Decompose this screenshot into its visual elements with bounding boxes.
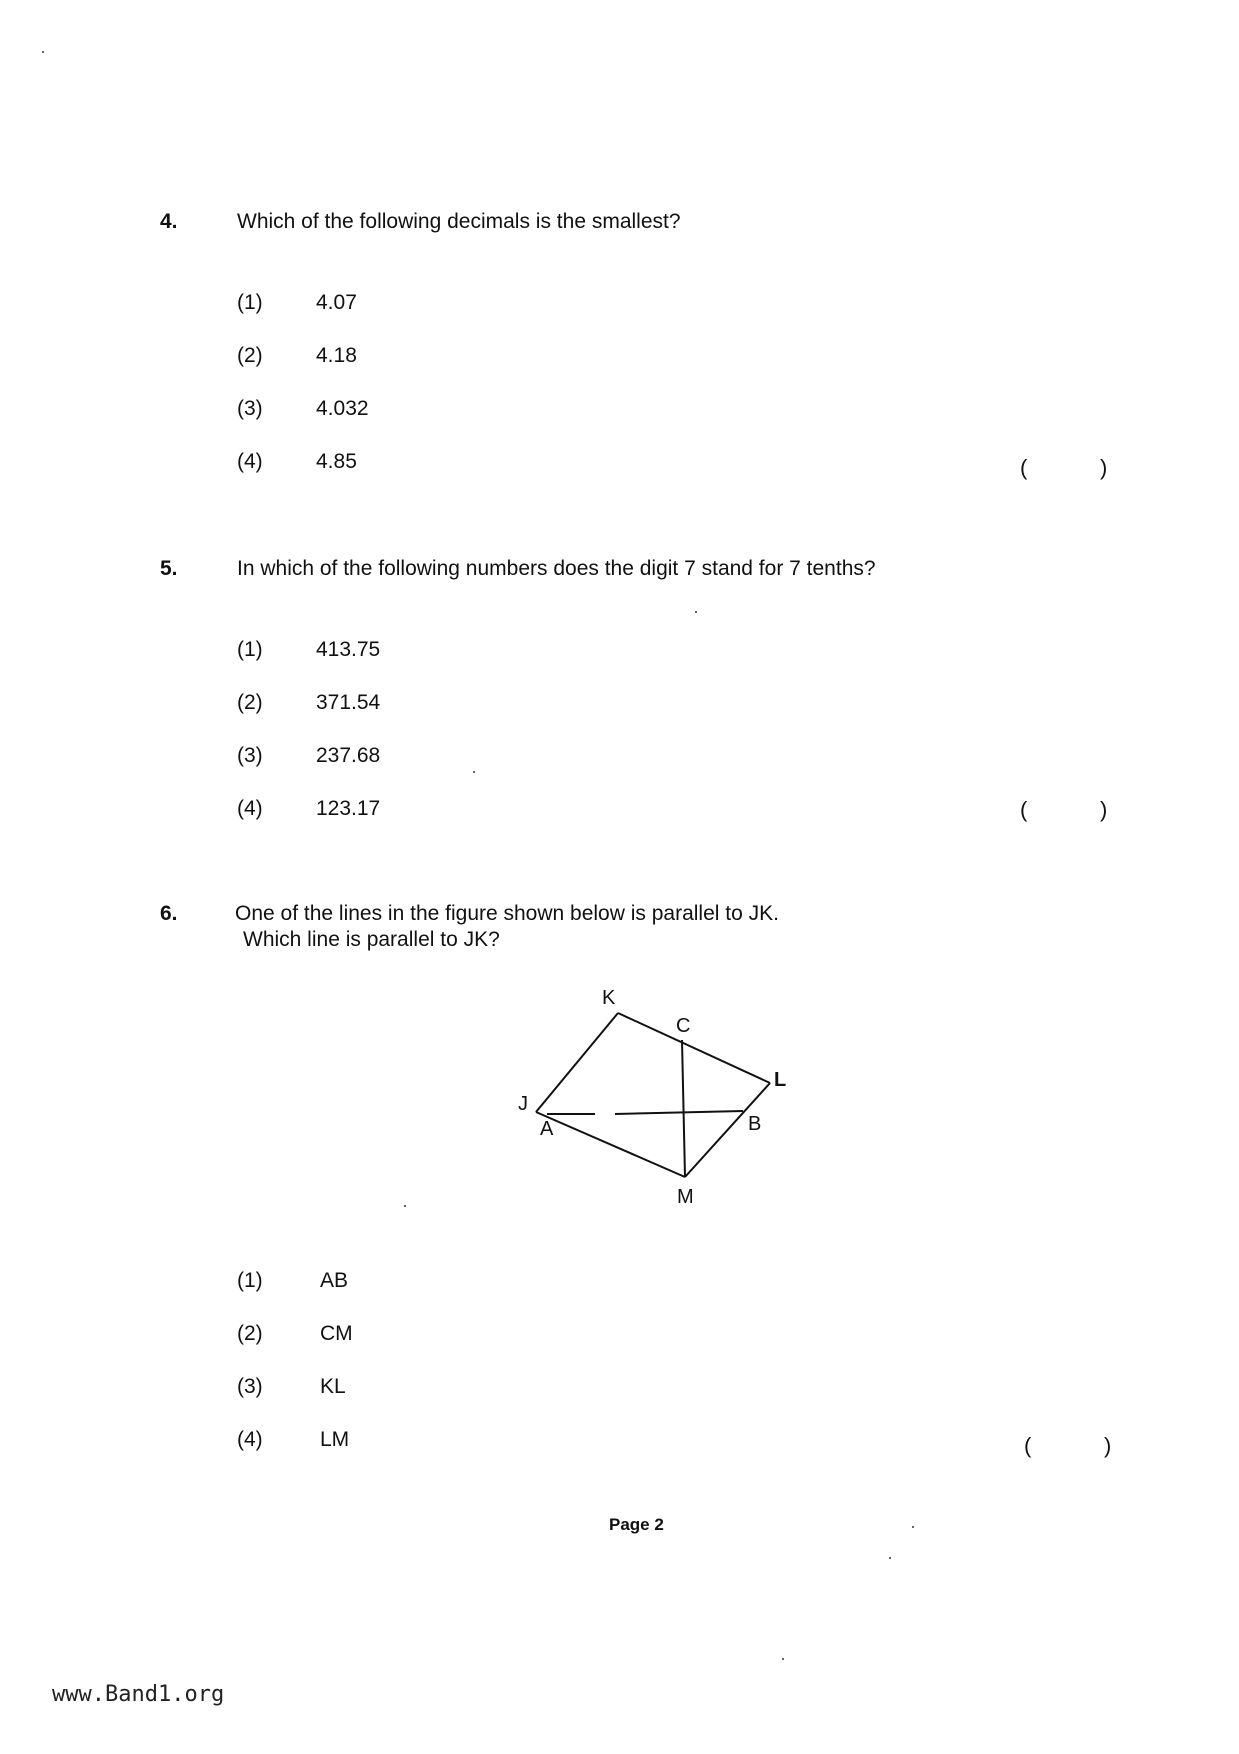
question-6-option-3-number: (3) xyxy=(237,1375,263,1398)
scan-speck xyxy=(473,771,475,773)
question-5-option-1-number: (1) xyxy=(237,638,263,661)
question-5-answer-open[interactable]: ( xyxy=(1020,797,1028,822)
question-4-number: 4. xyxy=(160,210,178,233)
line-jm xyxy=(536,1112,685,1177)
label-b: B xyxy=(748,1113,762,1135)
question-5-answer-close[interactable]: ) xyxy=(1100,797,1108,822)
question-4-answer-close[interactable]: ) xyxy=(1100,455,1108,480)
question-5-option-1-value: 413.75 xyxy=(316,638,381,661)
question-6-option-4-value: LM xyxy=(320,1428,350,1451)
label-c: C xyxy=(676,1015,691,1037)
question-6-option-1-number: (1) xyxy=(237,1269,263,1292)
question-6-number: 6. xyxy=(160,902,178,925)
question-5-option-4-number: (4) xyxy=(237,797,263,820)
scan-speck xyxy=(695,611,697,613)
scan-speck xyxy=(42,51,44,53)
question-4-option-2-number: (2) xyxy=(237,344,263,367)
question-4-option-3-number: (3) xyxy=(237,397,263,420)
label-a: A xyxy=(540,1118,554,1140)
line-cm xyxy=(682,1040,685,1177)
label-j: J xyxy=(518,1093,528,1115)
question-6-answer-close[interactable]: ) xyxy=(1104,1433,1112,1458)
question-4-text: Which of the following decimals is the smallest? xyxy=(237,210,681,233)
question-4-option-4-value: 4.85 xyxy=(316,450,357,473)
scan-speck xyxy=(912,1526,914,1528)
page-number: Page 2 xyxy=(609,1515,664,1534)
question-5-option-2-number: (2) xyxy=(237,691,263,714)
question-6-answer-open[interactable]: ( xyxy=(1024,1433,1032,1458)
scan-speck xyxy=(782,1658,784,1660)
question-4-option-4-number: (4) xyxy=(237,450,263,473)
footer-url: www.Band1.org xyxy=(52,1682,225,1707)
question-6-text-line-2: Which line is parallel to JK? xyxy=(243,928,500,951)
line-jk xyxy=(536,1013,618,1112)
parallelogram-figure xyxy=(500,970,820,1220)
question-5-option-4-value: 123.17 xyxy=(316,797,381,820)
question-4-option-1-value: 4.07 xyxy=(316,291,357,314)
question-6-option-4-number: (4) xyxy=(237,1428,263,1451)
question-4-option-3-value: 4.032 xyxy=(316,397,369,420)
question-5-option-3-value: 237.68 xyxy=(316,744,381,767)
question-6-option-2-value: CM xyxy=(320,1322,353,1345)
question-6-option-3-value: KL xyxy=(320,1375,346,1398)
label-k: K xyxy=(602,987,616,1009)
question-6-option-2-number: (2) xyxy=(237,1322,263,1345)
question-6-text-line-1: One of the lines in the figure shown below is parallel to JK. xyxy=(235,902,779,925)
label-l: L xyxy=(774,1069,787,1091)
scan-speck xyxy=(404,1205,406,1207)
question-4-answer-open[interactable]: ( xyxy=(1020,455,1028,480)
question-5-text: In which of the following numbers does the digit 7 stand for 7 tenths? xyxy=(237,557,876,580)
question-5-option-2-value: 371.54 xyxy=(316,691,381,714)
scan-speck xyxy=(889,1557,891,1559)
question-6-option-1-value: AB xyxy=(320,1269,349,1292)
question-4-option-1-number: (1) xyxy=(237,291,263,314)
question-5-option-3-number: (3) xyxy=(237,744,263,767)
question-5-number: 5. xyxy=(160,557,178,580)
question-4-option-2-value: 4.18 xyxy=(316,344,357,367)
line-ab-right xyxy=(615,1111,743,1114)
line-kl xyxy=(618,1013,770,1083)
label-m: M xyxy=(677,1186,694,1208)
